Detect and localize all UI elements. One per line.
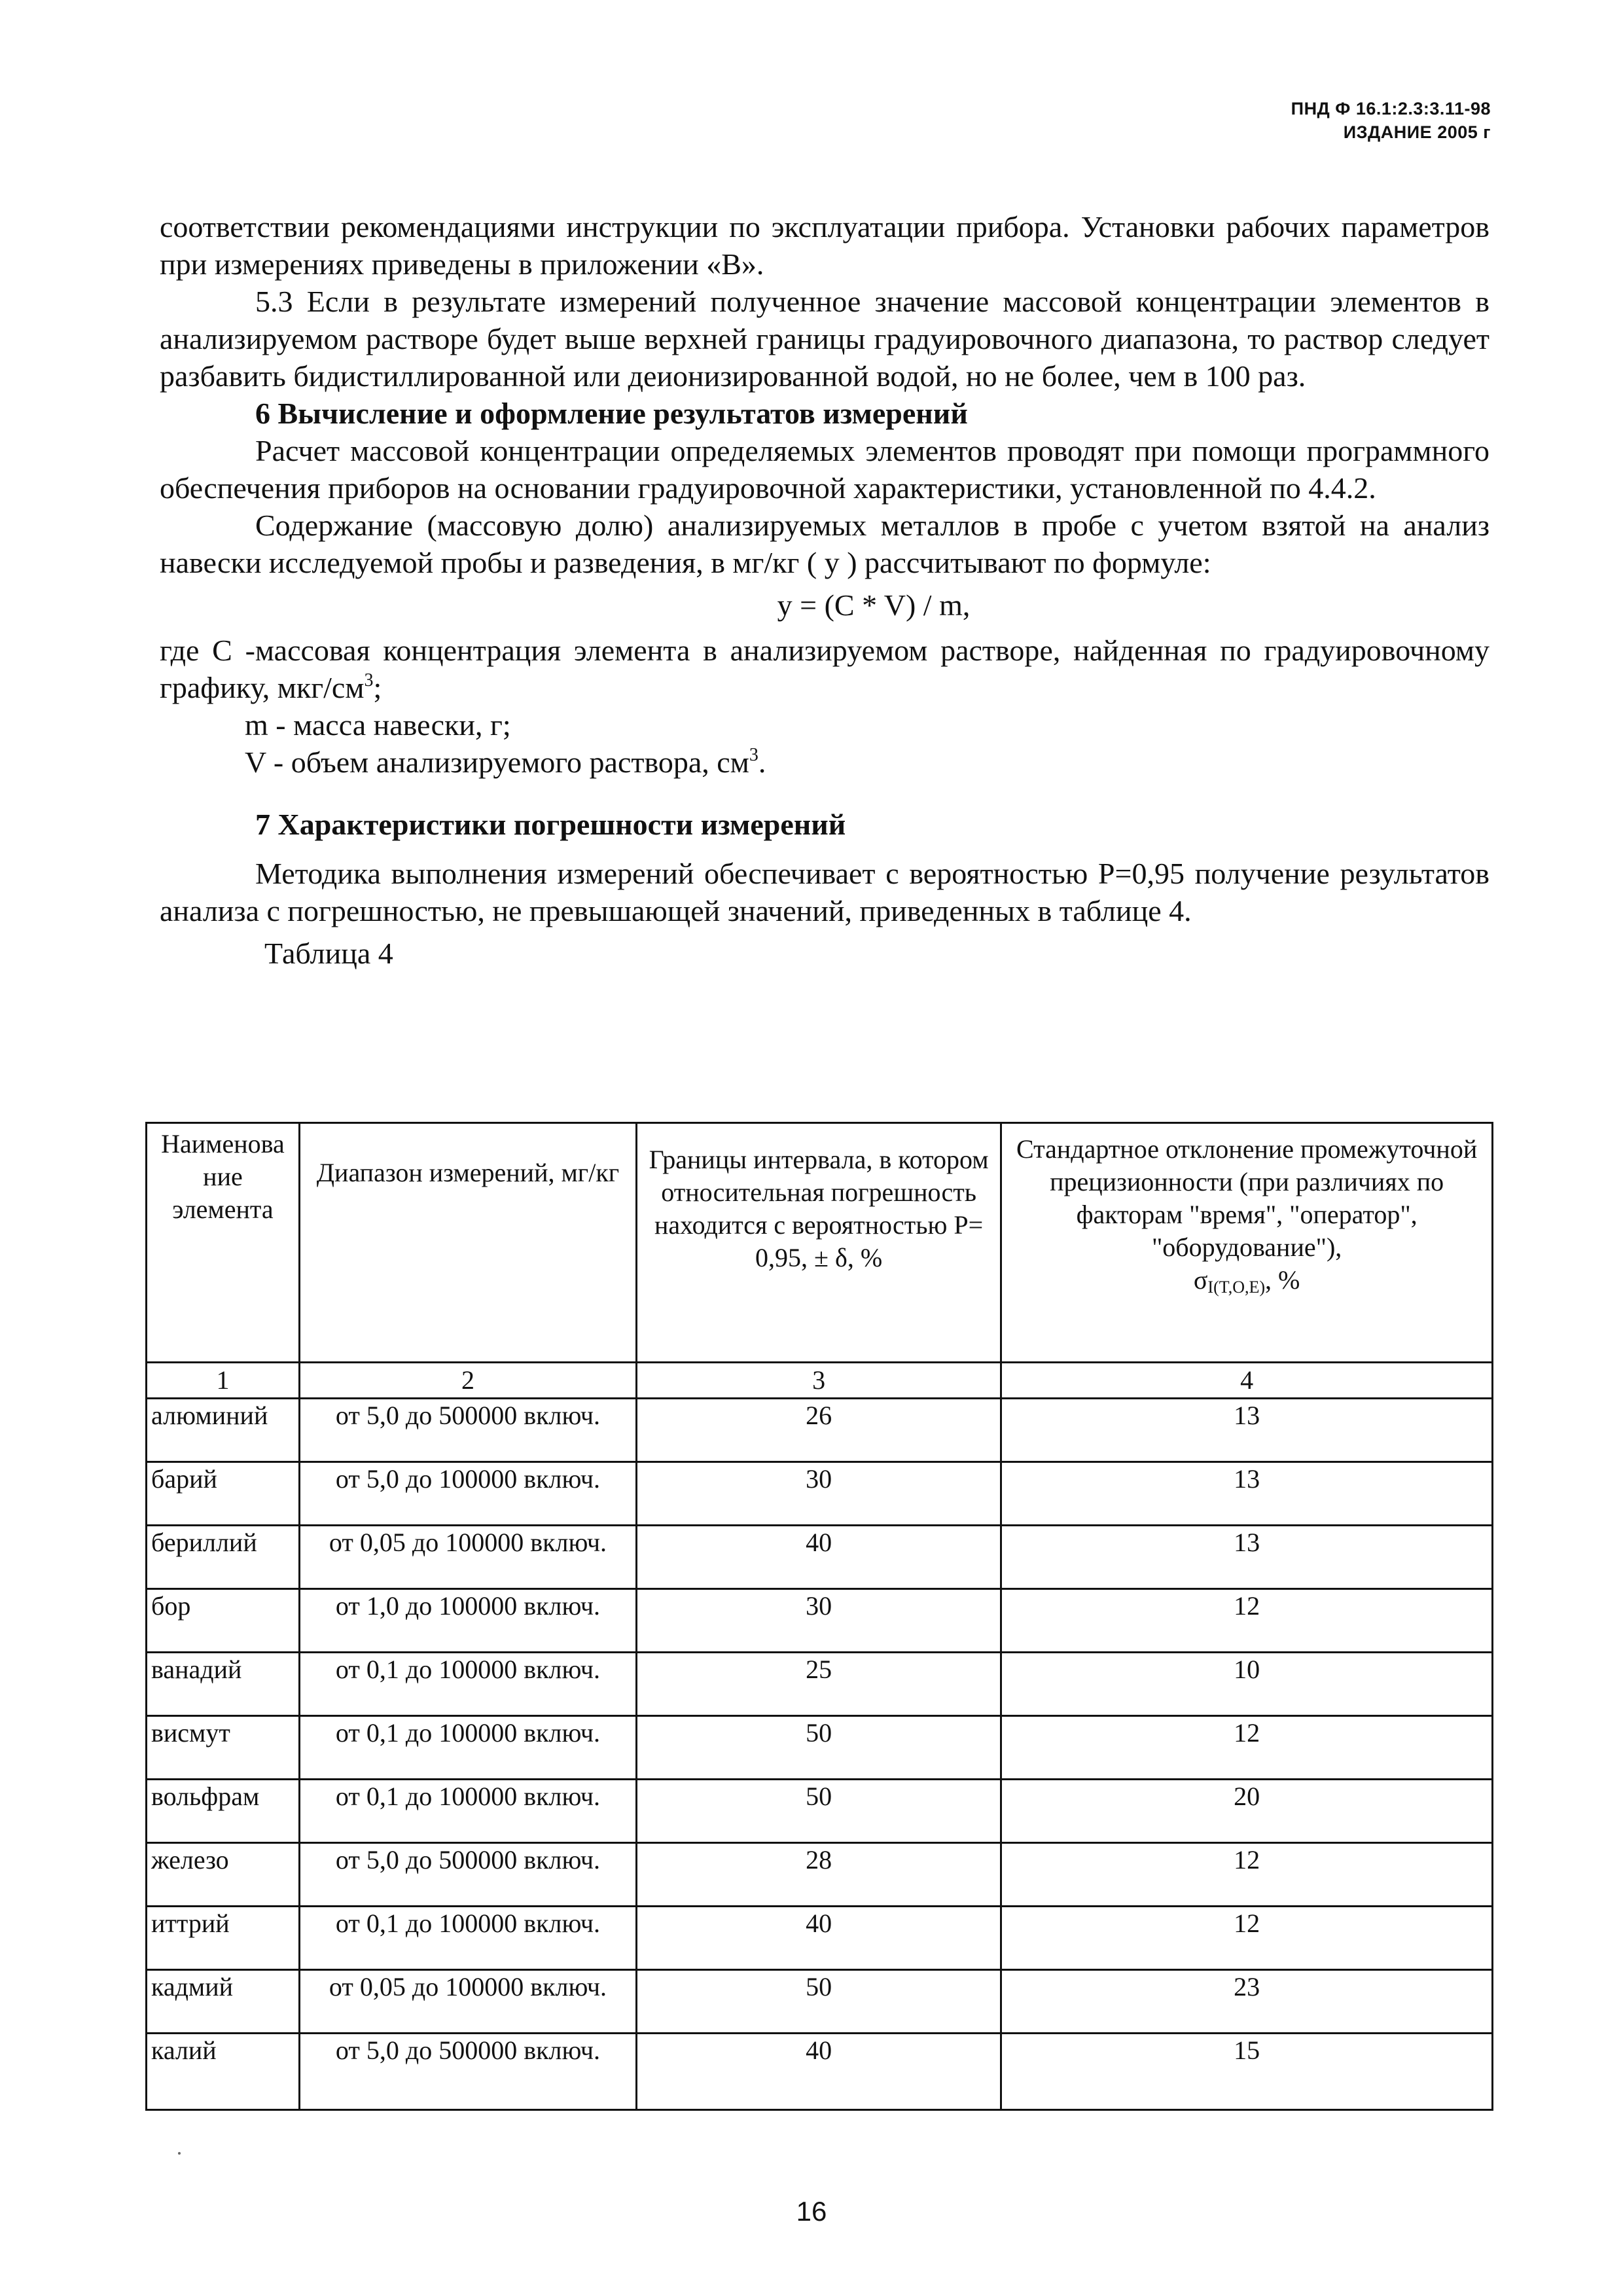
table-row	[147, 1653, 1493, 1716]
header-element-name: Наименова ние элемента	[147, 1123, 300, 1363]
column-number-row	[147, 1363, 1493, 1399]
relative-error: 30	[637, 1462, 1001, 1526]
measurement-range: от 5,0 до 500000 включ.	[299, 1399, 636, 1462]
element-name: ванадий	[147, 1653, 300, 1716]
element-name: барий	[147, 1462, 300, 1526]
column-number: 3	[637, 1363, 1001, 1399]
table-row	[147, 1907, 1493, 1970]
measurement-range: от 0,1 до 100000 включ.	[299, 1780, 636, 1843]
table-row	[147, 1589, 1493, 1653]
element-name: висмут	[147, 1716, 300, 1780]
relative-error: 50	[637, 1716, 1001, 1780]
element-name: кадмий	[147, 1970, 300, 2034]
measurement-range: от 5,0 до 100000 включ.	[299, 1462, 636, 1526]
measurement-range: от 0,05 до 100000 включ.	[299, 1526, 636, 1589]
element-name: бор	[147, 1589, 300, 1653]
where-m-definition: m - масса навески, г;	[245, 708, 511, 742]
formula: y = (C * V) / m,	[777, 588, 971, 622]
relative-error: 40	[637, 1526, 1001, 1589]
header-delta: Границы интервала, в котором относительная погрешность находится с вероятностью P= 0,95, ± δ, %	[637, 1123, 1001, 1363]
table-row	[147, 1716, 1493, 1780]
relative-error: 50	[637, 1970, 1001, 2034]
section-6-heading: 6 Вычисление и оформление результатов измерений	[255, 397, 968, 430]
paragraph-6-2: Содержание (массовую долю) анализируемых металлов в пробе с учетом взятой на анализ навески исследуемой пробы и разведения, в мг/кг ( y ) рассчитывают по формуле:	[160, 509, 1489, 579]
header-range: Диапазон измерений, мг/кг	[299, 1123, 636, 1363]
column-number: 2	[299, 1363, 636, 1399]
table-row	[147, 1780, 1493, 1843]
precision-deviation: 12	[1001, 1589, 1493, 1653]
where-v-definition: V - объем анализируемого раствора, $см^3$.	[245, 745, 766, 779]
document-code: ПНД Ф 16.1:2.3:3.11-98	[1291, 99, 1491, 118]
table-caption: Таблица 4	[264, 937, 393, 970]
precision-deviation: 23	[1001, 1970, 1493, 2034]
paragraph-continued: соответствии рекомендациями инструкции по эксплуатации прибора. Установки рабочих параметров при измерениях приведены в приложении «В».	[160, 210, 1489, 281]
precision-deviation: 13	[1001, 1526, 1493, 1589]
precision-deviation: 13	[1001, 1462, 1493, 1526]
relative-error: 40	[637, 1907, 1001, 1970]
column-number: 1	[147, 1363, 300, 1399]
relative-error: 26	[637, 1399, 1001, 1462]
element-name: иттрий	[147, 1907, 300, 1970]
measurement-range: от 0,1 до 100000 включ.	[299, 1653, 636, 1716]
relative-error: 25	[637, 1653, 1001, 1716]
paragraph-6-1: Расчет массовой концентрации определяемых элементов проводят при помощи программного обеспечения приборов на основании градуировочной характеристики, установленной по 4.4.2.	[160, 434, 1489, 505]
page-number: 16	[796, 2196, 827, 2227]
precision-deviation: 12	[1001, 1716, 1493, 1780]
measurement-range: от 5,0 до 500000 включ.	[299, 2034, 636, 2110]
element-name: вольфрам	[147, 1780, 300, 1843]
table-row	[147, 1526, 1493, 1589]
element-name: алюминий	[147, 1399, 300, 1462]
table-row	[147, 1462, 1493, 1526]
table-header-row	[147, 1123, 1493, 1363]
element-name: калий	[147, 2034, 300, 2110]
header-sigma: Стандартное отклонение промежуточной прецизионности (при различиях по факторам "время", "оператор", "оборудование"), $\sigma_{I(T,O,E)}$, %	[1001, 1123, 1493, 1363]
element-name: бериллий	[147, 1526, 300, 1589]
document-header	[1291, 97, 1491, 144]
paragraph-7: Методика выполнения измерений обеспечивает с вероятностью P=0,95 получение результатов анализа с погрешностью, не превышающей значений, приведенных в таблице 4.	[160, 857, 1489, 927]
table-row	[147, 2034, 1493, 2110]
table-row	[147, 1970, 1493, 2034]
measurement-range: от 0,1 до 100000 включ.	[299, 1907, 636, 1970]
precision-deviation: 12	[1001, 1843, 1493, 1907]
relative-error: 30	[637, 1589, 1001, 1653]
measurement-range: от 5,0 до 500000 включ.	[299, 1843, 636, 1907]
precision-deviation: 10	[1001, 1653, 1493, 1716]
element-name: железо	[147, 1843, 300, 1907]
table-row	[147, 1843, 1493, 1907]
measurement-range: от 1,0 до 100000 включ.	[299, 1589, 636, 1653]
edition-label: ИЗДАНИЕ 2005 г	[1343, 122, 1491, 142]
precision-deviation: 20	[1001, 1780, 1493, 1843]
table-row	[147, 1399, 1493, 1462]
relative-error: 40	[637, 2034, 1001, 2110]
scan-speck	[178, 2152, 181, 2155]
error-characteristics-table	[145, 1122, 1493, 2111]
measurement-range: от 0,05 до 100000 включ.	[299, 1970, 636, 2034]
body-text	[160, 208, 1489, 972]
precision-deviation: 12	[1001, 1907, 1493, 1970]
relative-error: 28	[637, 1843, 1001, 1907]
precision-deviation: 13	[1001, 1399, 1493, 1462]
paragraph-5-3: 5.3 Если в результате измерений полученное значение массовой концентрации элементов в анализируемом растворе будет выше верхней границы градуировочного диапазона, то раствор следует разбавить бидистиллированной или деионизированной водой, но не более, чем в 100 раз.	[160, 285, 1489, 393]
section-7-heading: 7 Характеристики погрешности измерений	[255, 808, 846, 841]
measurement-range: от 0,1 до 100000 включ.	[299, 1716, 636, 1780]
column-number: 4	[1001, 1363, 1493, 1399]
relative-error: 50	[637, 1780, 1001, 1843]
precision-deviation: 15	[1001, 2034, 1493, 2110]
where-c-definition: где C -массовая концентрация элемента в анализируемом растворе, найденная по градуировочному графику, мкг/$см^3$;	[160, 634, 1489, 704]
